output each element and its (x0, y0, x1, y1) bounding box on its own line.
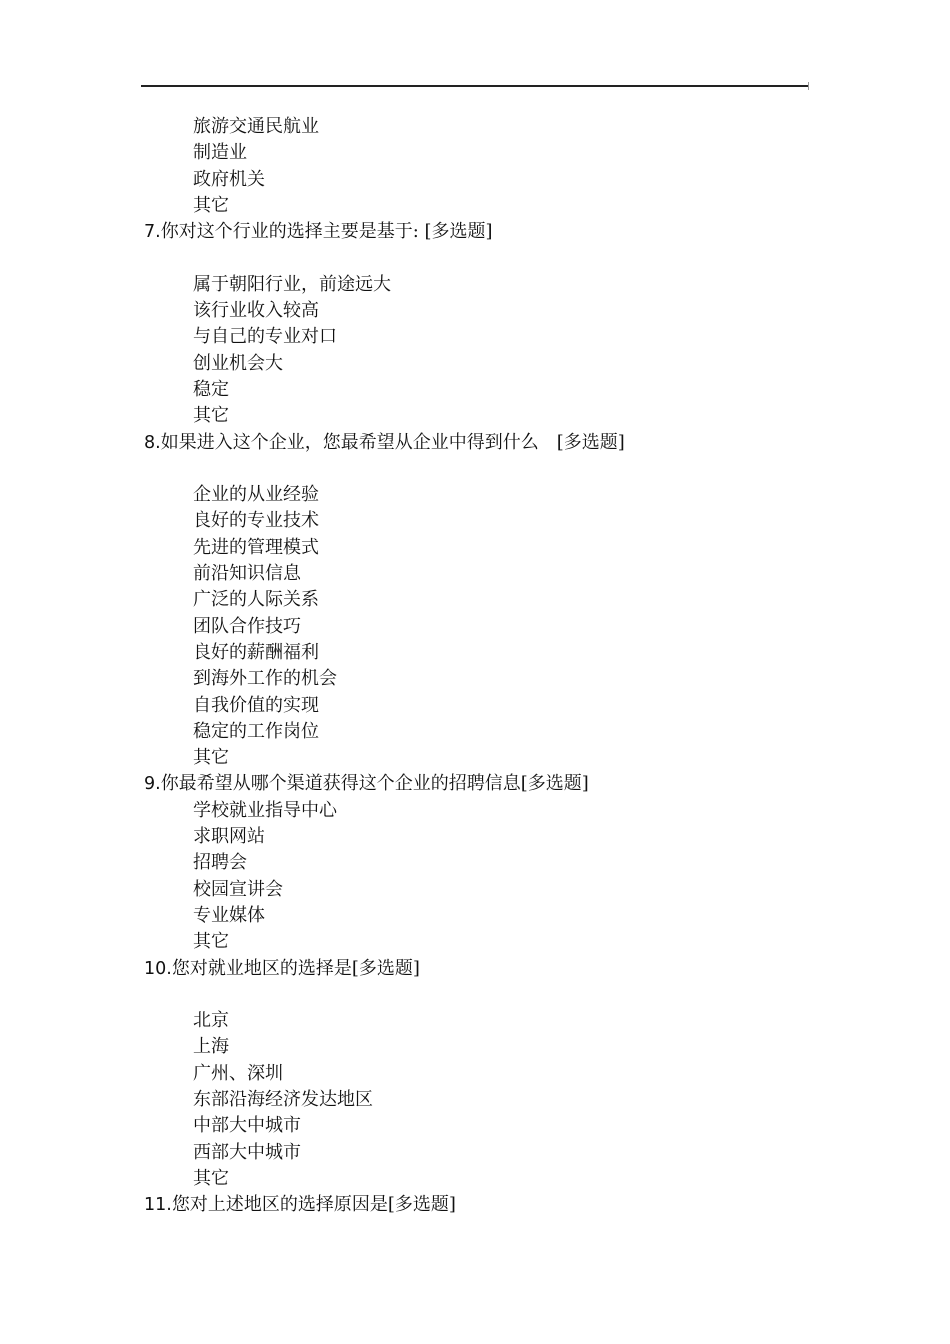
option-item: 招聘会 (193, 852, 247, 874)
question-text: 你最希望从哪个渠道获得这个企业的招聘信息[多选题] (160, 773, 589, 795)
question-8 (0, 430, 950, 456)
question-text: 你对这个行业的选择主要是基于: [多选题] (160, 221, 493, 243)
option-item: 前沿知识信息 (193, 563, 301, 585)
option-item: 西部大中城市 (193, 1141, 301, 1163)
option-item: 自我价值的实现 (193, 694, 319, 716)
option-item: 先进的管理模式 (193, 536, 319, 558)
option-item: 求职网站 (193, 826, 265, 848)
option-item: 其它 (193, 931, 229, 953)
option-item: 创业机会大 (193, 352, 283, 374)
option-item: 其它 (193, 747, 229, 769)
option-item: 良好的专业技术 (193, 510, 319, 532)
spacer (0, 982, 950, 1008)
option-item: 东部沿海经济发达地区 (193, 1088, 373, 1110)
option-item: 该行业收入较高 (193, 300, 319, 322)
option-item: 其它 (193, 194, 229, 216)
option-item: 企业的从业经验 (193, 484, 319, 506)
header-rule (141, 85, 809, 87)
option-item: 广泛的人际关系 (193, 589, 319, 611)
option-item: 与自己的专业对口 (193, 326, 337, 348)
question-7 (0, 219, 950, 245)
question-number: 11. (144, 1195, 172, 1216)
question-11 (0, 1192, 950, 1218)
option-item: 上海 (193, 1036, 229, 1058)
option-item: 中部大中城市 (193, 1115, 301, 1137)
option-item: 其它 (193, 1167, 229, 1189)
option-item: 制造业 (193, 142, 247, 164)
question-10 (0, 956, 950, 982)
question-number: 10. (144, 958, 172, 979)
option-item: 政府机关 (193, 168, 265, 190)
option-item: 团队合作技巧 (193, 615, 301, 637)
option-item: 属于朝阳行业，前途远大 (193, 273, 391, 295)
question-number: 8. (144, 432, 161, 453)
question-number: 9. (144, 774, 161, 795)
option-item: 其它 (193, 405, 229, 427)
spacer (0, 245, 950, 271)
option-item: 旅游交通民航业 (193, 116, 319, 137)
option-item: 专业媒体 (193, 904, 265, 926)
option-item: 良好的薪酬福利 (193, 641, 319, 663)
question-9 (0, 771, 950, 797)
option-item: 稳定 (193, 378, 229, 400)
option-item: 稳定的工作岗位 (193, 720, 319, 742)
option-item: 北京 (193, 1010, 229, 1032)
question-text: 如果进入这个企业，您最希望从企业中得到什么 [多选题] (160, 431, 625, 453)
option-item: 学校就业指导中心 (193, 799, 337, 821)
questionnaire-page (0, 114, 950, 1218)
header-rule-mark (808, 82, 809, 90)
option-item: 校园宣讲会 (193, 878, 283, 900)
question-text: 您对上述地区的选择原因是[多选题] (171, 1194, 456, 1216)
spacer (0, 456, 950, 482)
option-item: 到海外工作的机会 (193, 668, 337, 690)
question-text: 您对就业地区的选择是[多选题] (171, 957, 420, 979)
option-item: 广州、深圳 (193, 1062, 283, 1084)
question-number: 7. (144, 222, 161, 243)
